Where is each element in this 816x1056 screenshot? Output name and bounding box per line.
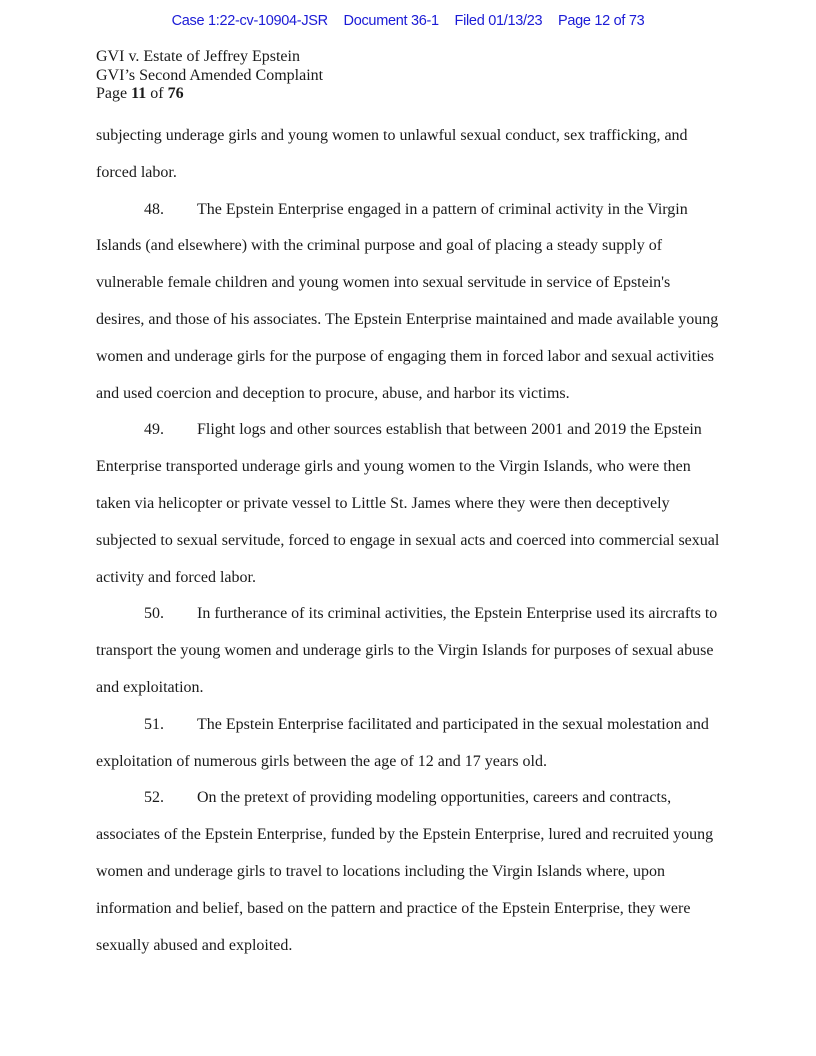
paragraph-text: The Epstein Enterprise engaged in a pattern of criminal activity in the Virgin Islands (and elsewhere) with the criminal purpose and goal of placing a steady supply of vulnerable female children and young women into sexual servitude in service of Epstein's desires, and those of his associates. The Epstein Enterprise maintained and made available young women and underage girls for the purpose of engaging them in forced labor and sexual activities and used coercion and deception to procure, abuse, and harbor its victims. [96,200,719,402]
paragraph-text: Flight logs and other sources establish that between 2001 and 2019 the Epstein Enterprise transported underage girls and young women to the Virgin Islands, who were then taken via helicopter or private vessel to Little St. James where they were then deceptively subjected to sexual servitude, forced to engage in sexual acts and coerced into commercial sexual activity and forced labor. [96,421,720,586]
paragraph-49 [96,412,720,596]
paragraph-text: On the pretext of providing modeling opportunities, careers and contracts, associates of the Epstein Enterprise, funded by the Epstein Enterprise, lured and recruited young women and underage girls to travel to locations including the Virgin Islands where, upon information and belief, based on the pattern and practice of the Epstein Enterprise, they were sexually abused and exploited. [96,789,714,954]
case-caption: GVI v. Estate of Jeffrey Epstein [96,48,300,65]
paragraph-text: In furtherance of its criminal activities, the Epstein Enterprise used its aircrafts to transport the young women and underage girls to the Virgin Islands for purposes of sexual abuse and exploitation. [96,605,718,696]
paragraph-number: 52. [144,789,164,807]
paragraph-number: 49. [144,421,164,439]
page-word: Page [96,85,128,102]
paragraph-number: 51. [144,715,164,733]
page-of-word: of [150,85,164,102]
paragraph-48 [96,192,720,413]
paragraph-50 [96,596,720,706]
document-body [96,118,720,964]
paragraph-text: The Epstein Enterprise facilitated and participated in the sexual molestation and exploitation of numerous girls between the age of 12 and 17 years old. [96,715,709,770]
document-title: GVI’s Second Amended Complaint [96,66,324,84]
page-indicator [96,85,323,104]
stamp-case-number: Case 1:22-cv-10904-JSR [171,13,328,29]
stamp-filed-date: Filed 01/13/23 [454,13,543,29]
paragraph-51 [96,707,720,781]
page-total: 76 [167,85,184,102]
continuation-text: subjecting underage girls and young women to unlawful sexual conduct, sex trafficking, and forced labor. [96,127,688,181]
paragraph-number: 48. [144,200,164,218]
court-filing-stamp [0,13,816,29]
paragraph-number: 50. [144,605,164,623]
paragraph-52 [96,780,720,964]
stamp-document-number: Document 36-1 [343,13,439,29]
document-header [96,48,323,104]
page-current: 11 [131,85,147,102]
stamp-page-number: Page 12 of 73 [557,13,645,29]
